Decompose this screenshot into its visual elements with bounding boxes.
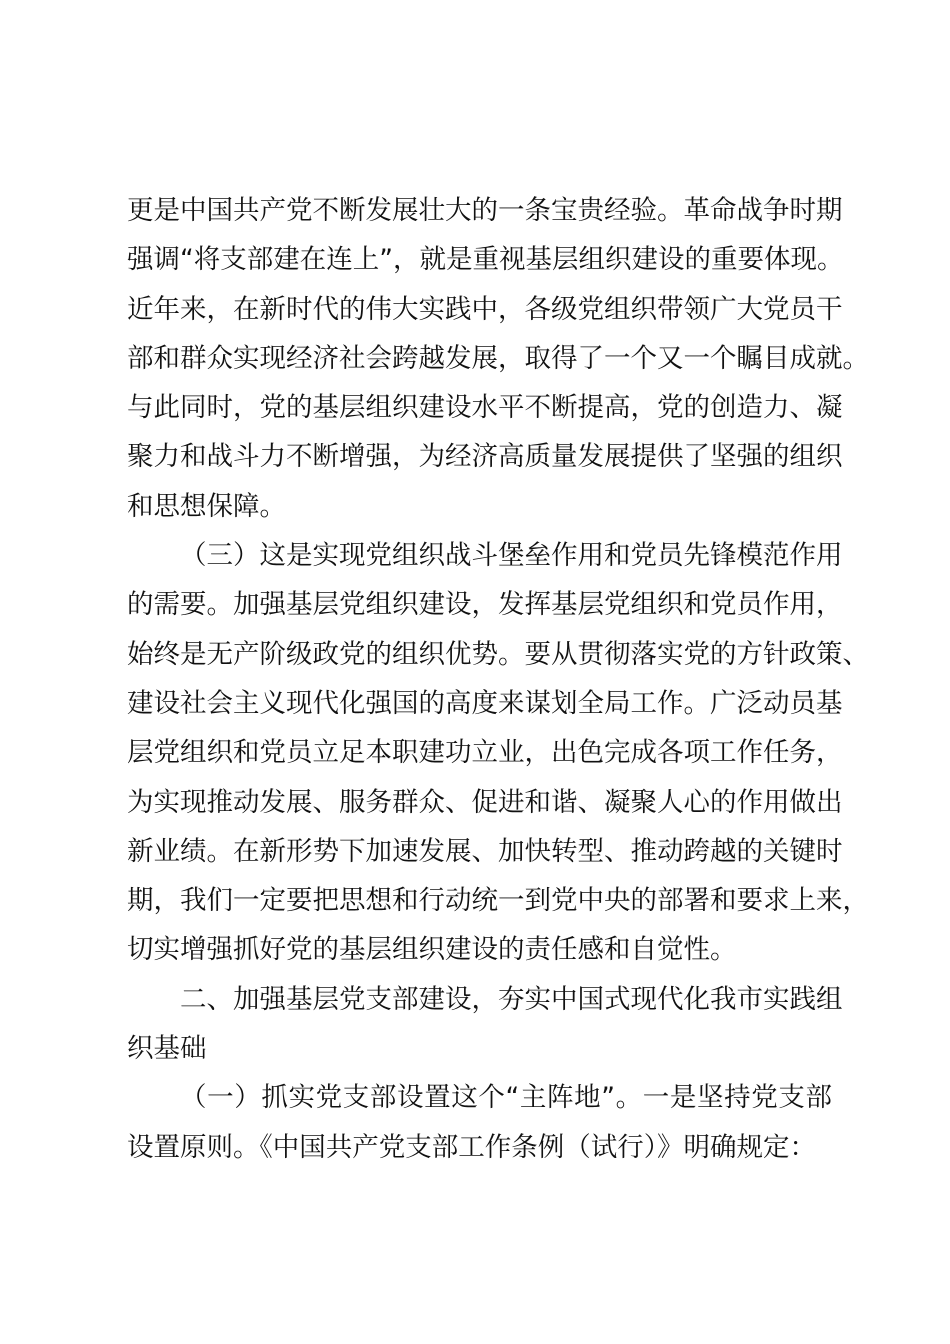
text-line: 织基础 [127, 1033, 207, 1065]
text-line: 的需要。加强基层党组织建设，发挥基层党组织和党员作用， [127, 589, 843, 621]
text-line: 切实增强抓好党的基层组织建设的责任感和自觉性。 [127, 934, 737, 966]
text-line: 设置原则。《中国共产党支部工作条例（试行）》明确规定： [127, 1131, 816, 1163]
text-line: 建设社会主义现代化强国的高度来谋划全局工作。广泛动员基 [127, 687, 843, 719]
text-line: 层党组织和党员立足本职建功立业，出色完成各项工作任务， [127, 737, 843, 769]
text-line: 近年来，在新时代的伟大实践中，各级党组织带领广大党员干 [127, 293, 843, 325]
text-line: （三）这是实现党组织战斗堡垒作用和党员先锋模范作用 [180, 540, 843, 572]
document-body [127, 186, 869, 1172]
text-line: 始终是无产阶级政党的组织优势。要从贯彻落实党的方针政策、 [127, 638, 869, 670]
text-line: 期，我们一定要把思想和行动统一到党中央的部署和要求上来， [127, 885, 869, 917]
text-line: 聚力和战斗力不断增强，为经济高质量发展提供了坚强的组织 [127, 441, 843, 473]
text-line: 二、加强基层党支部建设，夯实中国式现代化我市实践组 [180, 983, 843, 1015]
text-line: 部和群众实现经济社会跨越发展，取得了一个又一个瞩目成就。 [127, 342, 869, 374]
text-line: 和思想保障。 [127, 490, 286, 522]
text-line: 与此同时，党的基层组织建设水平不断提高，党的创造力、凝 [127, 392, 843, 424]
text-line: 新业绩。在新形势下加速发展、加快转型、推动跨越的关键时 [127, 835, 843, 867]
text-line: （一）抓实党支部设置这个“主阵地”。一是坚持党支部 [180, 1082, 832, 1114]
text-line: 为实现推动发展、服务群众、促进和谐、凝聚人心的作用做出 [127, 786, 843, 818]
text-line: 更是中国共产党不断发展壮大的一条宝贵经验。革命战争时期 [127, 195, 843, 226]
text-line: 强调“将支部建在连上”，就是重视基层组织建设的重要体现。 [127, 244, 844, 276]
